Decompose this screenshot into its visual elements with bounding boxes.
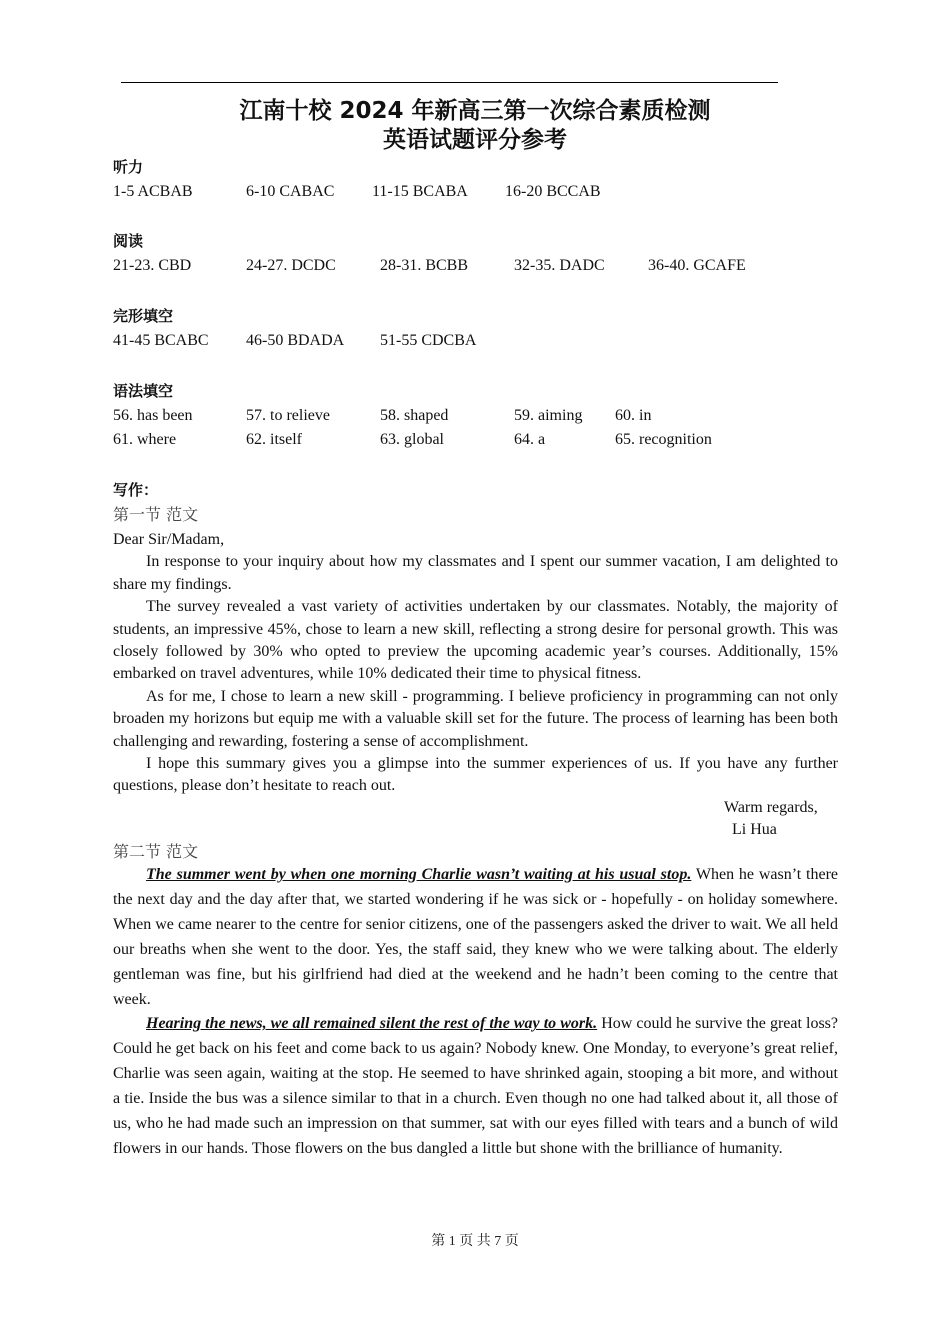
answer-item: 61. where: [113, 431, 177, 448]
grammar-heading: 语法填空: [113, 382, 174, 400]
essay-paragraph: I hope this summary gives you a glimpse into the summer experiences of us. If you have any further questions, please don’t hesitate to reach out.: [113, 755, 838, 795]
listening-heading: 听力: [113, 158, 144, 176]
answer-item: 6-10 CABAC: [246, 183, 335, 200]
page-number: 第 1 页 共 7 页: [431, 1234, 519, 1249]
answer-item: 24-27. DCDC: [246, 257, 336, 274]
answer-item: 62. itself: [246, 431, 302, 448]
section2-label: 第二节 范文: [113, 842, 199, 861]
answer-item: 16-20 BCCAB: [505, 183, 601, 200]
answer-item: 32-35. DADC: [514, 257, 605, 274]
answer-item: 11-15 BCABA: [372, 183, 468, 200]
essay-paragraph: In response to your inquiry about how my classmates and I spent our summer vacation, I am delighted to share my findings.: [113, 553, 838, 593]
closing: Warm regards,: [724, 799, 818, 816]
page-subtitle: 英语试题评分参考: [383, 127, 567, 153]
section1-essay: [113, 529, 838, 798]
answer-item: 60. in: [615, 407, 652, 424]
page-title: 江南十校 2024 年新高三第一次综合素质检测: [239, 98, 711, 124]
answer-item: 41-45 BCABC: [113, 332, 209, 349]
answer-item: 59. aiming: [514, 407, 583, 424]
paragraph-body: When he wasn’t there the next day and the day after that, we started wondering if he was sick or - hopefully - on holiday somewhere. When we came nearer to the centre for senior citizens, one of the passengers asked the driver to wait. We all held our breaths when she went to the door. Yes, the staff said, they knew who we were talking about. The elderly gentleman was fine, but his girlfriend had died at the weekend and he hadn’t been coming to the centre that week.: [113, 866, 838, 1008]
essay-paragraph: The survey revealed a vast variety of activities undertaken by our classmates. Notably, the majority of students, an impressive 45%, chose to learn a new skill, reflecting a strong desire for personal growth. This was closely followed by 30% who opted to preview the upcoming academic year’s courses. Additionally, 15% embarked on travel adventures, while 10% dedicated their time to physical fitness.: [113, 598, 838, 683]
writing-heading: 写作：: [113, 481, 159, 499]
paragraph-body: How could he survive the great loss? Could he get back on his feet and come back to us again? Nobody knew. One Monday, to everyone’s great relief, Charlie was seen again, waiting at the stop. He seemed to have shrinked again, stooping a bit more, and without a tie. Inside the bus was a silence similar to that in a church. Even though no one had talked about it, all those of us, who he had made such an impression on that summer, sat with our eyes filled with tears and a bunch of wild flowers in our hands. Those flowers on the bus dangled a little but shone with the brilliance of humanity.: [113, 1015, 838, 1157]
answer-item: 57. to relieve: [246, 407, 330, 424]
lead-sentence: Hearing the news, we all remained silent the rest of the way to work.: [146, 1015, 598, 1033]
answer-item: 46-50 BDADA: [246, 332, 345, 349]
section2-essay: [113, 863, 838, 1162]
answer-item: 65. recognition: [615, 431, 712, 448]
answer-item: 64. a: [514, 431, 546, 448]
answer-item: 63. global: [380, 431, 444, 448]
answer-item: 58. shaped: [380, 407, 449, 424]
salutation: Dear Sir/Madam,: [113, 531, 225, 548]
lead-sentence: The summer went by when one morning Charlie wasn’t waiting at his usual stop.: [146, 866, 692, 883]
essay-paragraph: As for me, I chose to learn a new skill - programming. I believe proficiency in programming can not only broaden my horizons but equip me with a valuable skill set for the future. The process of learning has been both challenging and rewarding, fostering a sense of accomplishment.: [113, 687, 838, 750]
cloze-heading: 完形填空: [113, 307, 174, 325]
signature: Li Hua: [732, 821, 777, 838]
essay-paragraph: [113, 1012, 838, 1161]
essay-paragraph: [113, 863, 838, 1012]
reading-heading: 阅读: [113, 232, 144, 250]
answer-item: 56. has been: [113, 407, 193, 424]
answer-item: 28-31. BCBB: [380, 257, 469, 274]
answer-item: 1-5 ACBAB: [113, 183, 193, 200]
answer-item: 21-23. CBD: [113, 257, 192, 274]
header-rule: [121, 82, 778, 83]
section1-label: 第一节 范文: [113, 505, 199, 524]
answer-item: 36-40. GCAFE: [648, 257, 746, 274]
answer-item: 51-55 CDCBA: [380, 332, 477, 349]
